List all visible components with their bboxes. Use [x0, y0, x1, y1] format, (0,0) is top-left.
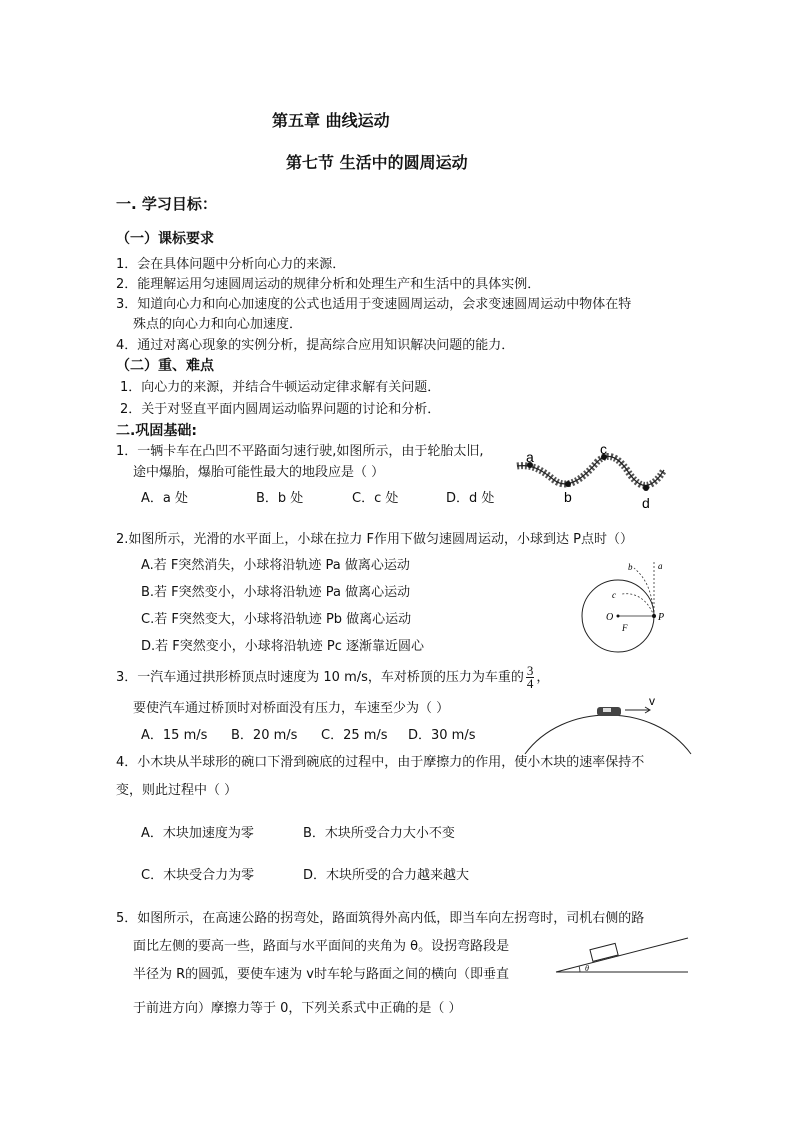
q4-option-c: C．木块受合力为零: [141, 868, 255, 883]
chapter-title: 第五章 曲线运动: [272, 111, 390, 130]
arch-bridge-figure: [523, 696, 693, 756]
q2-option-b: B.若 F突然变小，小球将沿轨迹 Pa 做离心运动: [141, 585, 411, 600]
figure-label-o: O: [606, 612, 614, 623]
objective-item: 4．通过对离心现象的实例分析，提高综合应用知识解决问题的能力．: [116, 338, 515, 353]
q3-option-c: C．25 m/s: [321, 728, 388, 743]
key-point-item: 2．关于对竖直平面内圆周运动临界问题的讨论和分析．: [120, 402, 441, 417]
objective-item: 3．知道向心力和向心加速度的公式也适用于变速圆周运动，会求变速圆周运动中物体在特: [116, 297, 632, 312]
fraction-numerator: 3: [526, 663, 534, 678]
q4-option-a: A．木块加速度为零: [141, 826, 254, 841]
figure-label-p: P: [658, 612, 665, 623]
q5-stem-line1: 5．如图所示，在高速公路的拐弯处，路面筑得外高内低，即当车向左拐弯时，司机右侧的路: [116, 911, 645, 926]
q5-stem-line4: 于前进方向）摩擦力等于 0，下列关系式中正确的是（ ）: [133, 1001, 462, 1016]
sub2-heading: （二）重、难点: [116, 358, 214, 374]
figure-label-a: a: [658, 561, 663, 571]
q3-option-a: A．15 m/s: [141, 728, 208, 743]
figure-label-f: F: [622, 623, 628, 633]
figure-label-c: c: [612, 590, 616, 600]
figure-label-v: v: [649, 696, 655, 708]
banked-road-figure: [552, 930, 692, 980]
q2-option-c: C.若 F突然变大，小球将沿轨迹 Pb 做离心运动: [141, 612, 412, 627]
q4-stem-line1: 4．小木块从半球形的碗口下滑到碗底的过程中，由于摩擦力的作用，使小木块的速率保持不: [116, 755, 645, 770]
objective-item: 2．能理解运用匀速圆周运动的规律分析和处理生产和生活中的具体实例．: [116, 277, 541, 292]
q3-stem-text: 3．一汽车通过拱形桥顶点时速度为 10 m/s，车对桥顶的压力为车重的: [116, 670, 524, 685]
fraction-denominator: 4: [526, 676, 534, 691]
objective-item: 殊点的向心力和向心加速度．: [133, 317, 303, 332]
q4-option-b: B．木块所受合力大小不变: [303, 826, 455, 841]
q3-stem-line1: [116, 665, 549, 690]
q3-option-d: D．30 m/s: [408, 728, 476, 743]
figure-label-b: b: [564, 489, 572, 505]
figure-label-theta: θ: [585, 964, 589, 973]
circular-motion-figure: [578, 556, 688, 666]
q1-option-d: D．d 处: [446, 491, 495, 506]
bumpy-road-figure: [512, 440, 672, 510]
q4-option-d: D．木块所受的合力越来越大: [303, 868, 470, 883]
q5-stem-line2: 面比左侧的要高一些，路面与水平面间的夹角为 θ。设拐弯路段是: [133, 939, 510, 954]
figure-label-d: d: [642, 495, 650, 510]
part1-heading: 一. 学习目标：: [116, 195, 217, 213]
sub1-heading: （一）课标要求: [116, 231, 214, 247]
q3-stem-end: ，: [536, 670, 550, 685]
q5-stem-line3: 半径为 R的圆弧，要使车速为 v时车轮与路面之间的横向（即垂直: [133, 967, 509, 982]
objective-item: 1．会在具体问题中分析向心力的来源．: [116, 257, 346, 272]
q1-option-a: A．a 处: [141, 491, 188, 506]
q4-stem-line2: 变，则此过程中（ ）: [116, 783, 238, 798]
q2-option-a: A.若 F突然消失，小球将沿轨迹 Pa 做离心运动: [141, 558, 410, 573]
fraction-three-quarters: [526, 665, 535, 690]
q1-stem-line2: 途中爆胎，爆胎可能性最大的地段应是（ ）: [133, 465, 385, 480]
figure-label-b: b: [628, 562, 633, 572]
q2-option-d: D.若 F突然变小，小球将沿轨迹 Pc 逐渐靠近圆心: [141, 639, 425, 654]
q3-stem-line2: 要使汽车通过桥顶时对桥面没有压力，车速至少为（ ）: [133, 701, 450, 716]
q1-option-c: C．c 处: [352, 491, 399, 506]
key-point-item: 1．向心力的来源，并结合牛顿运动定律求解有关问题．: [120, 380, 441, 395]
q2-stem: 2.如图所示，光滑的水平面上，小球在拉力 F作用下做匀速圆周运动，小球到达 P点时（）: [116, 532, 633, 547]
figure-label-c: c: [600, 441, 607, 457]
figure-label-a: a: [526, 449, 534, 465]
part2-heading: 二.巩固基础:: [116, 423, 197, 439]
q3-option-b: B．20 m/s: [231, 728, 298, 743]
section-title: 第七节 生活中的圆周运动: [286, 153, 468, 172]
q1-stem-line1: 1．一辆卡车在凸凹不平路面匀速行驶,如图所示，由于轮胎太旧,: [116, 444, 484, 459]
q1-option-b: B．b 处: [256, 491, 304, 506]
